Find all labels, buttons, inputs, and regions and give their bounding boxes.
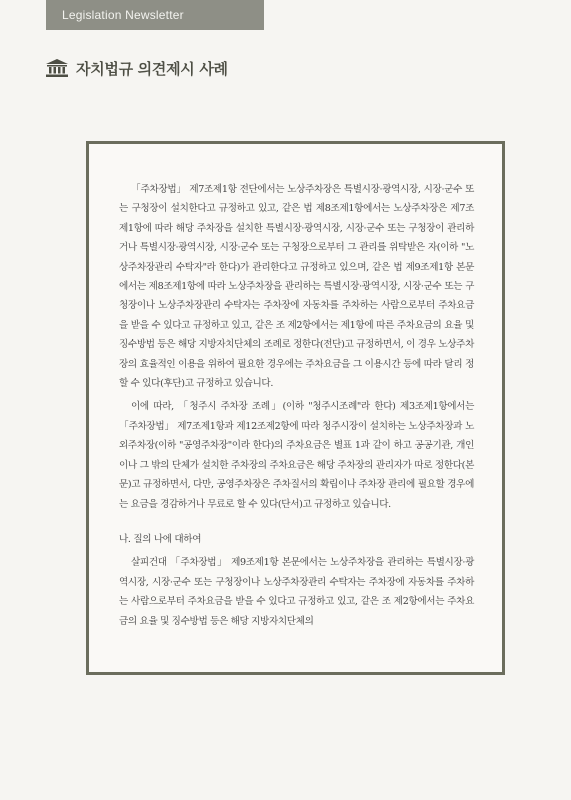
content-body xyxy=(119,180,474,631)
section-title: 자치법규 의견제시 사례 xyxy=(76,59,228,78)
subheading-question-b: 나. 질의 나에 대하여 xyxy=(119,533,202,545)
building-columns-icon xyxy=(46,59,68,77)
newsletter-header-band xyxy=(46,0,264,30)
newsletter-title: Legislation Newsletter xyxy=(62,8,184,22)
paragraph-2: 이에 따라, 「청주시 주차장 조례」(이하 "청주시조례"라 한다) 제3조제1항에서는 「주차장법」 제7조제1항과 제12조제2항에 따라 청주시장이 설치하는 노상주차장과 노외주차장(이하 "공영주차장"이라 한다)의 주차요금은 별표 1과 같이 하고 공공기관, 개인이나 그 밖의 단체가 설치한 주차장의 주차요금은 해당 주차장의 관리자가 따로 정한다(본문)고 규정하면서, 다만, 공영주차장은 주차질서의 확립이나 주차장 관리에 필요할 경우에는 요금을 경감하거나 무료로 할 수 있다(단서)고 규정하고 있습니다. xyxy=(119,401,474,510)
section-heading xyxy=(46,57,228,79)
content-box xyxy=(86,141,505,675)
paragraph-3: 살피건대 「주차장법」 제9조제1항 본문에서는 노상주차장을 관리하는 특별시장·광역시장, 시장·군수 또는 구청장이나 노상주차장관리 수탁자는 주차장에 자동차를 주차하는 사람으로부터 주차요금을 받을 수 있다고 규정하고 있고, 같은 조 제2항에서는 주차요금의 요율 및 징수방법 등은 해당 지방자치단체의 xyxy=(119,557,474,627)
paragraph-1: 「주차장법」 제7조제1항 전단에서는 노상주차장은 특별시장·광역시장, 시장·군수 또는 구청장이 설치한다고 규정하고 있고, 같은 법 제8조제1항에서는 노상주차장은 제7조제1항에 따라 해당 주차장을 설치한 특별시장·광역시장, 시장·군수 또는 구청장이 관리하거나 특별시장·광역시장, 시장·군수 또는 구청장으로부터 그 관리를 위탁받은 자(이하 "노상주차장관리 수탁자"라 한다)가 관리한다고 규정하고 있으며, 같은 법 제9조제1항 본문에서는 제8조제1항에 따라 노상주차장을 관리하는 특별시장·광역시장, 시장·군수 또는 구청장이나 노상주차장관리 수탁자는 주차장에 자동차를 주차하는 사람으로부터 주차요금을 받을 수 있다고 규정하고 있고, 같은 조 제2항에서는 제1항에 따른 주차요금의 요율 및 징수방법 등은 해당 지방자치단체의 조례로 정한다(전단)고 규정하면서, 이 경우 노상주차장의 효율적인 이용을 위하여 필요한 경우에는 주차요금을 그 이용시간 등에 따라 달리 정할 수 있다(후단)고 규정하고 있습니다. xyxy=(119,184,474,390)
